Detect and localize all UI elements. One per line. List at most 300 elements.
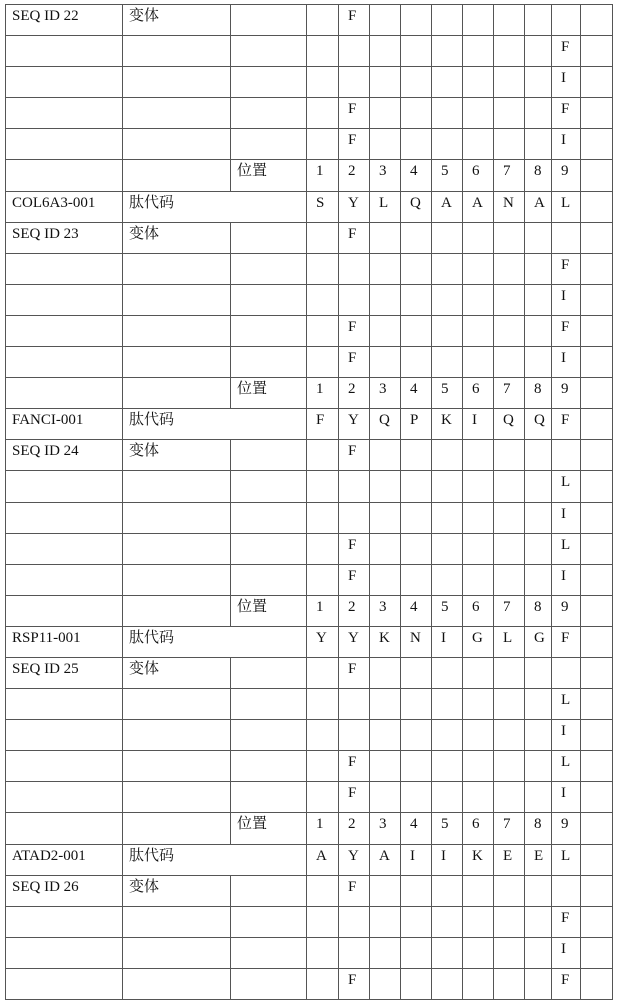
empty-cell [581, 471, 613, 502]
residue-cell-pos-5 [432, 502, 463, 533]
residue-cell-pos-7 [494, 906, 525, 937]
residue-cell-pos-7 [494, 284, 525, 315]
residue-cell-pos-2: 2 [339, 595, 370, 626]
table-row [6, 844, 613, 875]
empty-cell [581, 533, 613, 564]
residue-cell-pos-6 [463, 937, 494, 968]
residue-cell-pos-7: 7 [494, 378, 525, 409]
table-row [6, 160, 613, 191]
residue-cell-pos-8 [525, 782, 552, 813]
residue-cell-pos-5 [432, 129, 463, 160]
peptide-id-cell: SEQ ID 26 [6, 875, 123, 906]
residue-cell-pos-5 [432, 440, 463, 471]
residue-cell-pos-9: I [552, 782, 581, 813]
residue-cell-pos-8 [525, 98, 552, 129]
table-row [6, 782, 613, 813]
residue-cell-pos-5: 5 [432, 813, 463, 844]
peptide-id-cell [6, 98, 123, 129]
residue-cell-pos-7: Q [494, 409, 525, 440]
row-type-cell [123, 471, 231, 502]
residue-cell-pos-7 [494, 937, 525, 968]
residue-cell-pos-6: 6 [463, 595, 494, 626]
residue-cell-pos-6 [463, 782, 494, 813]
position-label-cell: 位置 [231, 595, 307, 626]
row-type-cell [123, 129, 231, 160]
residue-cell-pos-3 [370, 471, 401, 502]
residue-cell-pos-7 [494, 5, 525, 36]
position-label-cell [231, 5, 307, 36]
residue-cell-pos-5: 5 [432, 595, 463, 626]
row-type-cell: 变体 [123, 657, 231, 688]
residue-cell-pos-5 [432, 720, 463, 751]
residue-cell-pos-8 [525, 937, 552, 968]
position-label-cell [231, 284, 307, 315]
table-row [6, 471, 613, 502]
residue-cell-pos-8 [525, 564, 552, 595]
row-type-cell [123, 347, 231, 378]
table-row [6, 347, 613, 378]
residue-cell-pos-2: Y [339, 191, 370, 222]
residue-cell-pos-4 [401, 689, 432, 720]
residue-cell-pos-6: A [463, 191, 494, 222]
residue-cell-pos-6 [463, 440, 494, 471]
residue-cell-pos-4: N [401, 626, 432, 657]
residue-cell-pos-1 [307, 751, 339, 782]
peptide-id-cell: COL6A3-001 [6, 191, 123, 222]
residue-cell-pos-3 [370, 36, 401, 67]
table-row [6, 440, 613, 471]
residue-cell-pos-8 [525, 67, 552, 98]
residue-cell-pos-1: F [307, 409, 339, 440]
residue-cell-pos-7 [494, 657, 525, 688]
residue-cell-pos-4 [401, 222, 432, 253]
residue-cell-pos-4 [401, 533, 432, 564]
residue-cell-pos-3 [370, 347, 401, 378]
residue-cell-pos-9: I [552, 347, 581, 378]
residue-cell-pos-3 [370, 5, 401, 36]
row-type-cell [123, 378, 231, 409]
residue-cell-pos-2 [339, 471, 370, 502]
residue-cell-pos-9 [552, 222, 581, 253]
residue-cell-pos-8: 8 [525, 160, 552, 191]
residue-cell-pos-2: F [339, 5, 370, 36]
empty-cell [581, 378, 613, 409]
row-type-cell [123, 564, 231, 595]
residue-cell-pos-5: I [432, 844, 463, 875]
residue-cell-pos-9: L [552, 191, 581, 222]
position-label-cell [231, 129, 307, 160]
row-type-cell [123, 937, 231, 968]
residue-cell-pos-8 [525, 440, 552, 471]
empty-cell [581, 67, 613, 98]
position-label-cell [231, 968, 307, 999]
residue-cell-pos-6 [463, 533, 494, 564]
empty-cell [581, 657, 613, 688]
residue-cell-pos-3 [370, 222, 401, 253]
residue-cell-pos-3 [370, 720, 401, 751]
residue-cell-pos-8 [525, 129, 552, 160]
residue-cell-pos-2: F [339, 657, 370, 688]
residue-cell-pos-1 [307, 5, 339, 36]
residue-cell-pos-3 [370, 502, 401, 533]
residue-cell-pos-8 [525, 502, 552, 533]
residue-cell-pos-8: 8 [525, 813, 552, 844]
residue-cell-pos-1 [307, 67, 339, 98]
peptide-variant-table [5, 4, 613, 1000]
empty-cell [581, 222, 613, 253]
residue-cell-pos-3: A [370, 844, 401, 875]
residue-cell-pos-6 [463, 471, 494, 502]
residue-cell-pos-8 [525, 315, 552, 346]
residue-cell-pos-6 [463, 875, 494, 906]
position-label-cell: 位置 [231, 160, 307, 191]
residue-cell-pos-6: G [463, 626, 494, 657]
residue-cell-pos-5 [432, 284, 463, 315]
empty-cell [581, 906, 613, 937]
empty-cell [581, 968, 613, 999]
table-row [6, 315, 613, 346]
table-row [6, 813, 613, 844]
residue-cell-pos-6: 6 [463, 160, 494, 191]
residue-cell-pos-9: L [552, 689, 581, 720]
residue-cell-pos-9: L [552, 471, 581, 502]
row-type-cell [123, 160, 231, 191]
position-label-cell [231, 751, 307, 782]
residue-cell-pos-9: F [552, 36, 581, 67]
residue-cell-pos-4 [401, 751, 432, 782]
residue-cell-pos-6 [463, 98, 494, 129]
residue-cell-pos-2 [339, 906, 370, 937]
residue-cell-pos-9 [552, 875, 581, 906]
residue-cell-pos-1 [307, 347, 339, 378]
residue-cell-pos-5: K [432, 409, 463, 440]
residue-cell-pos-3: K [370, 626, 401, 657]
residue-cell-pos-7: L [494, 626, 525, 657]
residue-cell-pos-4: 4 [401, 378, 432, 409]
residue-cell-pos-7: 7 [494, 160, 525, 191]
residue-cell-pos-4 [401, 315, 432, 346]
residue-cell-pos-8 [525, 222, 552, 253]
residue-cell-pos-4 [401, 720, 432, 751]
residue-cell-pos-8 [525, 751, 552, 782]
residue-cell-pos-4 [401, 782, 432, 813]
residue-cell-pos-9 [552, 5, 581, 36]
empty-cell [581, 160, 613, 191]
residue-cell-pos-2 [339, 689, 370, 720]
table-row [6, 751, 613, 782]
residue-cell-pos-1: 1 [307, 595, 339, 626]
residue-cell-pos-4 [401, 968, 432, 999]
residue-cell-pos-7: 7 [494, 813, 525, 844]
residue-cell-pos-3: 3 [370, 378, 401, 409]
residue-cell-pos-5 [432, 5, 463, 36]
residue-cell-pos-1 [307, 782, 339, 813]
residue-cell-pos-3 [370, 937, 401, 968]
position-label-cell [231, 222, 307, 253]
peptide-id-cell [6, 253, 123, 284]
residue-cell-pos-5 [432, 906, 463, 937]
peptide-id-cell [6, 533, 123, 564]
residue-cell-pos-7 [494, 720, 525, 751]
residue-cell-pos-4 [401, 67, 432, 98]
residue-cell-pos-6 [463, 347, 494, 378]
residue-cell-pos-6 [463, 5, 494, 36]
residue-cell-pos-9: 9 [552, 595, 581, 626]
row-type-cell: 变体 [123, 222, 231, 253]
residue-cell-pos-9: F [552, 409, 581, 440]
table-row [6, 502, 613, 533]
peptide-id-cell: SEQ ID 22 [6, 5, 123, 36]
residue-cell-pos-1 [307, 471, 339, 502]
residue-cell-pos-4 [401, 98, 432, 129]
table-row [6, 378, 613, 409]
residue-cell-pos-7 [494, 98, 525, 129]
residue-cell-pos-8 [525, 5, 552, 36]
residue-cell-pos-7 [494, 222, 525, 253]
empty-cell [581, 564, 613, 595]
row-type-cell: 肽代码 [123, 626, 307, 657]
residue-cell-pos-3 [370, 782, 401, 813]
empty-cell [581, 440, 613, 471]
empty-cell [581, 129, 613, 160]
row-type-cell: 变体 [123, 5, 231, 36]
residue-cell-pos-8 [525, 720, 552, 751]
residue-cell-pos-1: 1 [307, 813, 339, 844]
position-label-cell [231, 937, 307, 968]
empty-cell [581, 720, 613, 751]
residue-cell-pos-1 [307, 875, 339, 906]
empty-cell [581, 191, 613, 222]
residue-cell-pos-9: I [552, 129, 581, 160]
peptide-id-cell [6, 471, 123, 502]
residue-cell-pos-2: F [339, 315, 370, 346]
residue-cell-pos-8: 8 [525, 595, 552, 626]
residue-cell-pos-4 [401, 5, 432, 36]
peptide-id-cell [6, 689, 123, 720]
residue-cell-pos-6 [463, 315, 494, 346]
residue-cell-pos-5 [432, 98, 463, 129]
residue-cell-pos-9: 9 [552, 378, 581, 409]
residue-cell-pos-7 [494, 502, 525, 533]
empty-cell [581, 5, 613, 36]
table-row [6, 409, 613, 440]
residue-cell-pos-1 [307, 937, 339, 968]
residue-cell-pos-4 [401, 564, 432, 595]
residue-cell-pos-1 [307, 564, 339, 595]
row-type-cell [123, 98, 231, 129]
residue-cell-pos-6 [463, 129, 494, 160]
residue-cell-pos-2: 2 [339, 813, 370, 844]
residue-cell-pos-9: L [552, 751, 581, 782]
empty-cell [581, 782, 613, 813]
residue-cell-pos-8 [525, 689, 552, 720]
table-row [6, 689, 613, 720]
empty-cell [581, 751, 613, 782]
residue-cell-pos-6 [463, 502, 494, 533]
residue-cell-pos-6 [463, 222, 494, 253]
residue-cell-pos-3 [370, 315, 401, 346]
table-row [6, 253, 613, 284]
residue-cell-pos-1: A [307, 844, 339, 875]
residue-cell-pos-7 [494, 564, 525, 595]
row-type-cell [123, 720, 231, 751]
residue-cell-pos-2 [339, 720, 370, 751]
residue-cell-pos-5 [432, 347, 463, 378]
peptide-id-cell [6, 782, 123, 813]
residue-cell-pos-1 [307, 533, 339, 564]
table-row [6, 191, 613, 222]
residue-cell-pos-4: P [401, 409, 432, 440]
residue-cell-pos-5 [432, 657, 463, 688]
residue-cell-pos-2: F [339, 968, 370, 999]
position-label-cell [231, 36, 307, 67]
row-type-cell [123, 284, 231, 315]
row-type-cell [123, 36, 231, 67]
row-type-cell: 变体 [123, 440, 231, 471]
table-row [6, 5, 613, 36]
residue-cell-pos-2 [339, 67, 370, 98]
peptide-id-cell [6, 502, 123, 533]
table-row [6, 906, 613, 937]
position-label-cell [231, 689, 307, 720]
residue-cell-pos-7 [494, 36, 525, 67]
peptide-id-cell [6, 129, 123, 160]
residue-cell-pos-7 [494, 751, 525, 782]
residue-cell-pos-1 [307, 315, 339, 346]
row-type-cell [123, 502, 231, 533]
residue-cell-pos-8 [525, 36, 552, 67]
peptide-id-cell [6, 67, 123, 98]
residue-cell-pos-5: A [432, 191, 463, 222]
residue-cell-pos-1 [307, 689, 339, 720]
row-type-cell: 肽代码 [123, 844, 307, 875]
empty-cell [581, 937, 613, 968]
residue-cell-pos-3 [370, 129, 401, 160]
peptide-id-cell [6, 906, 123, 937]
residue-cell-pos-4: 4 [401, 813, 432, 844]
table-row [6, 533, 613, 564]
position-label-cell [231, 906, 307, 937]
residue-cell-pos-1 [307, 129, 339, 160]
residue-cell-pos-3 [370, 440, 401, 471]
residue-cell-pos-2: F [339, 222, 370, 253]
residue-cell-pos-2 [339, 502, 370, 533]
residue-cell-pos-5 [432, 67, 463, 98]
peptide-id-cell: SEQ ID 25 [6, 657, 123, 688]
residue-cell-pos-4 [401, 657, 432, 688]
residue-cell-pos-8 [525, 284, 552, 315]
row-type-cell [123, 595, 231, 626]
residue-cell-pos-5: I [432, 626, 463, 657]
residue-cell-pos-9: F [552, 98, 581, 129]
residue-cell-pos-1: S [307, 191, 339, 222]
residue-cell-pos-1 [307, 502, 339, 533]
table-row [6, 222, 613, 253]
table-row [6, 875, 613, 906]
empty-cell [581, 595, 613, 626]
peptide-id-cell [6, 347, 123, 378]
residue-cell-pos-5 [432, 315, 463, 346]
residue-cell-pos-7 [494, 129, 525, 160]
residue-cell-pos-6 [463, 253, 494, 284]
empty-cell [581, 284, 613, 315]
residue-cell-pos-5 [432, 782, 463, 813]
table-row [6, 564, 613, 595]
residue-cell-pos-3: 3 [370, 160, 401, 191]
empty-cell [581, 502, 613, 533]
residue-cell-pos-6 [463, 284, 494, 315]
peptide-id-cell [6, 160, 123, 191]
table-row [6, 937, 613, 968]
peptide-id-cell: ATAD2-001 [6, 844, 123, 875]
peptide-id-cell [6, 378, 123, 409]
residue-cell-pos-5 [432, 937, 463, 968]
residue-cell-pos-1: Y [307, 626, 339, 657]
residue-cell-pos-8 [525, 906, 552, 937]
residue-cell-pos-3 [370, 751, 401, 782]
residue-cell-pos-7 [494, 67, 525, 98]
residue-cell-pos-5: 5 [432, 160, 463, 191]
residue-cell-pos-6 [463, 657, 494, 688]
residue-cell-pos-9: I [552, 564, 581, 595]
residue-cell-pos-5 [432, 222, 463, 253]
peptide-id-cell [6, 564, 123, 595]
residue-cell-pos-2: F [339, 564, 370, 595]
residue-cell-pos-4: 4 [401, 595, 432, 626]
residue-cell-pos-2: Y [339, 409, 370, 440]
position-label-cell [231, 253, 307, 284]
position-label-cell: 位置 [231, 378, 307, 409]
peptide-id-cell: SEQ ID 23 [6, 222, 123, 253]
position-label-cell [231, 98, 307, 129]
residue-cell-pos-4: 4 [401, 160, 432, 191]
table-row [6, 968, 613, 999]
residue-cell-pos-6 [463, 36, 494, 67]
position-label-cell [231, 315, 307, 346]
empty-cell [581, 689, 613, 720]
empty-cell [581, 36, 613, 67]
position-label-cell [231, 471, 307, 502]
residue-cell-pos-2: F [339, 875, 370, 906]
residue-cell-pos-8: Q [525, 409, 552, 440]
residue-cell-pos-3 [370, 564, 401, 595]
residue-cell-pos-5 [432, 36, 463, 67]
row-type-cell: 肽代码 [123, 191, 307, 222]
residue-cell-pos-5 [432, 533, 463, 564]
empty-cell [581, 875, 613, 906]
table-row [6, 626, 613, 657]
residue-cell-pos-2: F [339, 98, 370, 129]
residue-cell-pos-7: N [494, 191, 525, 222]
residue-cell-pos-9: 9 [552, 160, 581, 191]
position-label-cell [231, 533, 307, 564]
peptide-id-cell [6, 937, 123, 968]
residue-cell-pos-4 [401, 36, 432, 67]
row-type-cell [123, 782, 231, 813]
residue-cell-pos-9: F [552, 315, 581, 346]
residue-cell-pos-6: I [463, 409, 494, 440]
position-label-cell [231, 440, 307, 471]
residue-cell-pos-3 [370, 253, 401, 284]
residue-cell-pos-7 [494, 689, 525, 720]
residue-cell-pos-4 [401, 129, 432, 160]
row-type-cell [123, 315, 231, 346]
residue-cell-pos-2 [339, 284, 370, 315]
residue-cell-pos-3 [370, 67, 401, 98]
residue-cell-pos-4: I [401, 844, 432, 875]
position-label-cell: 位置 [231, 813, 307, 844]
residue-cell-pos-8 [525, 253, 552, 284]
